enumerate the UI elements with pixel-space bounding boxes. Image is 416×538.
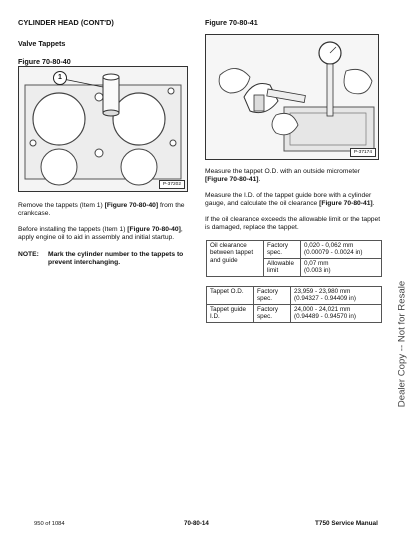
note-text: Mark the cylinder number to the tappets to prevent interchanging. — [48, 251, 184, 267]
tappet-guide-value: 24,000 - 24,021 mm (0.94489 - 0.94570 in) — [291, 304, 382, 322]
figure-ref[interactable]: [Figure 70-80-40] — [104, 202, 159, 209]
paragraph-remove-tappets: Remove the tappets (Item 1) [Figure 70-80-40] from the crankcase. — [18, 202, 185, 218]
figure-40-tag: P-37202 — [159, 180, 185, 189]
tappet-od-value: 23,959 - 23,980 mm (0.94327 - 0.94409 in) — [291, 287, 382, 305]
section-title: CYLINDER HEAD (CONT'D) — [18, 18, 114, 27]
factory-spec-label: Factory spec. — [254, 287, 291, 305]
note-label: NOTE: — [18, 251, 39, 258]
allowable-limit-label: Allowable limit — [264, 258, 301, 276]
paragraph-measure-od: Measure the tappet O.D. with an outside micrometer [Figure 70-80-41]. — [205, 168, 360, 184]
paragraph-measure-id: Measure the I.D. of the tappet guide bore with a cylinder gauge, and calculate the oil clearance [Figure 70-80-41]. — [205, 192, 375, 208]
cylinder-head-illustration — [19, 67, 187, 191]
dealer-copy-watermark: Dealer Copy -- Not for Resale — [396, 280, 408, 408]
tappet-guide-label: Tappet guide I.D. — [207, 304, 254, 322]
figure-41-tag: P-37174 — [350, 148, 376, 157]
footer-page-number: 70-80-14 — [184, 520, 209, 527]
figure-40-label: Figure 70-80-40 — [18, 57, 71, 66]
item-1-callout: 1 — [53, 71, 67, 85]
figure-ref[interactable]: [Figure 70-80-41] — [205, 176, 259, 184]
figure-41-label: Figure 70-80-41 — [205, 18, 258, 27]
footer-page-count: 950 of 1084 — [34, 521, 65, 527]
oil-clearance-limit-value: 0,07 mm (0.003 in) — [301, 258, 382, 276]
paragraph-replace-tappet: If the oil clearance exceeds the allowable limit or the tappet is damaged, replace the tappet. — [205, 216, 381, 232]
oil-clearance-label: Oil clearance between tappet and guide — [207, 241, 264, 277]
tappet-size-table — [206, 286, 382, 323]
tappet-od-label: Tappet O.D. — [207, 287, 254, 305]
figure-40-image — [18, 66, 188, 192]
factory-spec-label: Factory spec. — [254, 304, 291, 322]
figure-41-image — [205, 34, 379, 160]
figure-ref[interactable]: [Figure 70-80-40] — [127, 226, 181, 233]
micrometer-illustration — [206, 35, 378, 159]
factory-spec-label: Factory spec. — [264, 241, 301, 259]
footer-manual-title: T750 Service Manual — [315, 520, 378, 527]
figure-ref[interactable]: [Figure 70-80-41] — [319, 200, 373, 208]
oil-clearance-factory-value: 0,020 - 0,062 mm (0.00079 - 0.0024 in) — [301, 241, 382, 259]
paragraph-install-tappets: Before installing the tappets (Item 1) [Figure 70-80-40], apply engine oil to aid in assembly and initial startup. — [18, 226, 183, 242]
subheading: Valve Tappets — [18, 39, 66, 48]
oil-clearance-table — [206, 240, 382, 277]
